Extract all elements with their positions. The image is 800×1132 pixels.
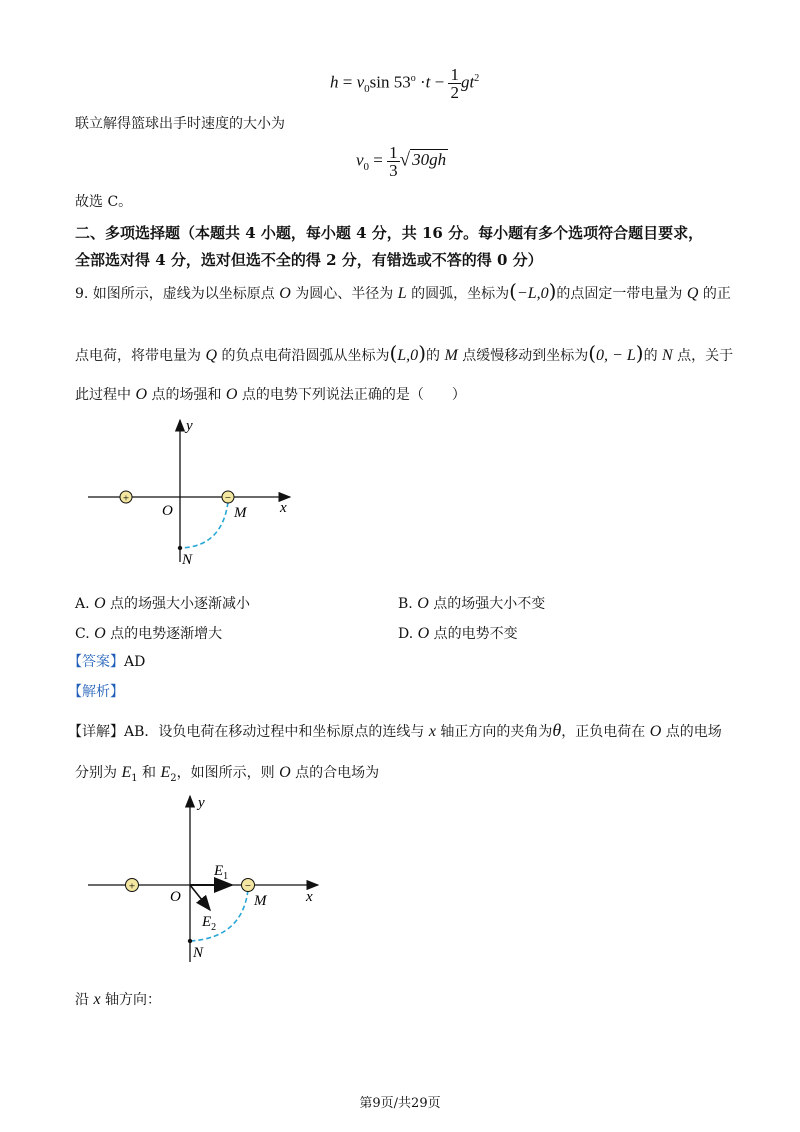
point-n	[188, 939, 192, 943]
q9-line3: 此过程中 O 点的场强和 O 点的电势下列说法正确的是（ ）	[75, 386, 466, 403]
label-o: O	[162, 503, 173, 519]
label-m: M	[234, 505, 247, 521]
label-x: x	[306, 889, 313, 905]
option-c[interactable]: C. O 点的电势逐渐增大	[75, 625, 223, 642]
choose-line: 故选 C。	[75, 194, 133, 210]
detail-line1: 【详解】AB．设负电荷在移动过程中和坐标原点的连线与 x 轴正方向的夹角为θ，正负电荷在 O 点的电场	[68, 720, 722, 740]
e2-vector	[190, 885, 210, 910]
analysis-line: 【解析】	[68, 684, 124, 700]
along-x-line: 沿 x 轴方向：	[75, 991, 162, 1008]
option-d[interactable]: D. O 点的电势不变	[398, 625, 518, 642]
label-o: O	[170, 889, 181, 905]
point-n	[178, 546, 182, 550]
positive-charge-sign: +	[128, 880, 136, 893]
answer-line: 【答案】AD	[68, 654, 146, 670]
label-m: M	[254, 893, 267, 909]
negative-charge-sign: −	[244, 880, 252, 892]
q9-line2: 点电荷，将带电量为 Q 的负点电荷沿圆弧从坐标为(L,0)的 M 点缓慢移动到坐标为(0, − L)的 N 点，关于	[75, 341, 734, 365]
equation-velocity: $v_0$ = $\frac{1}{3}$ √ 30gh	[356, 143, 447, 180]
positive-charge-sign: +	[122, 492, 130, 505]
label-x: x	[280, 500, 287, 516]
label-y: y	[198, 795, 205, 811]
label-n: N	[193, 945, 204, 961]
label-y: y	[186, 418, 193, 434]
section-heading-line1: 二、多项选择题（本题共 4 小题，每小题 4 分，共 16 分。每小题有多个选项符合题目要求，	[75, 224, 704, 242]
dashed-arc	[180, 502, 228, 548]
label-e1: $E_1$	[214, 863, 229, 882]
figure-1-coordinate-diagram	[80, 412, 310, 572]
q9-line1: 9. 如图所示，虚线为以坐标原点 O 为圆心、半径为 L 的圆弧，坐标为(−L,0)的点固定一带电量为 Q 的正	[75, 279, 731, 303]
option-b[interactable]: B. O 点的场强大小不变	[398, 595, 546, 612]
negative-charge-sign: −	[224, 492, 232, 504]
solve-line: 联立解得篮球出手时速度的大小为	[75, 116, 285, 132]
detail-line2: 分别为 $E_1$ 和 $E_2$，如图所示，则 O 点的合电场为	[75, 764, 380, 784]
equation-height: $h = v_0\sin$ 53$^o$ ·t − $\frac{1}{2}$ $gt^2$	[330, 65, 480, 102]
label-e2: $E_2$	[202, 914, 217, 933]
label-n: N	[182, 552, 193, 568]
page-footer: 第9页/共29页	[359, 1096, 441, 1111]
dashed-arc	[190, 890, 248, 941]
option-a[interactable]: A. O 点的场强大小逐渐减小	[75, 595, 251, 612]
figure-2-field-diagram	[86, 790, 326, 965]
section-heading-line2: 全部选对得 4 分，选对但选不全的得 2 分，有错选或不答的得 0 分）	[75, 251, 543, 269]
